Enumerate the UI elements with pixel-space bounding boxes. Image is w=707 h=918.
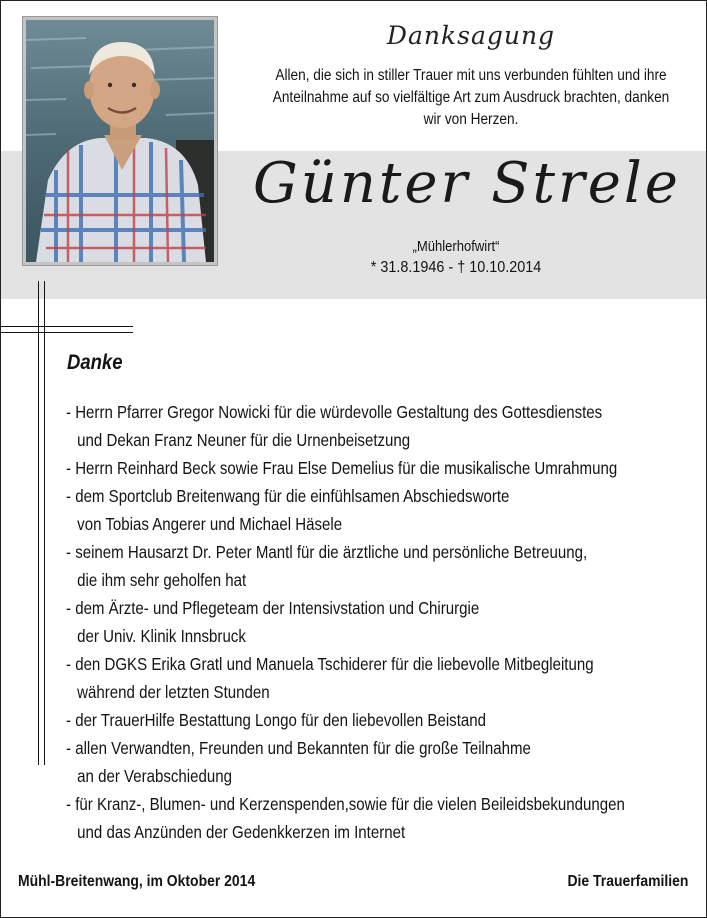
thanks-list [66, 398, 685, 846]
intro-text: Allen, die sich in stiller Trauer mit uns verbunden fühlten und ihre Anteilnahme auf so vielfältige Art zum Ausdruck brachten, danken wir von Herzen. [272, 67, 670, 128]
list-item-line: von Tobias Angerer und Michael Häsele [77, 514, 343, 534]
list-item-line: und Dekan Franz Neuner für die Urnenbeisetzung [77, 430, 411, 450]
list-item-line: - seinem Hausarzt Dr. Peter Mantl für die ärztliche und persönliche Betreuung, [66, 542, 588, 562]
list-item-line: - für Kranz-, Blumen- und Kerzenspenden,sowie für die vielen Beileidsbekundungen [66, 794, 625, 814]
list-item-line: - Herrn Pfarrer Gregor Nowicki für die würdevolle Gestaltung des Gottesdienstes [66, 402, 603, 422]
list-item-line: der Univ. Klinik Innsbruck [77, 626, 246, 646]
list-item-line: - dem Sportclub Breitenwang für die einfühlsamen Abschiedsworte [66, 486, 510, 506]
list-item [66, 482, 685, 538]
signature: Die Trauerfamilien [567, 873, 688, 890]
list-item [66, 398, 685, 454]
cross-horizontal-bar [1, 326, 133, 333]
list-item [66, 734, 685, 790]
list-item [66, 594, 685, 650]
list-item-line: die ihm sehr geholfen hat [77, 570, 247, 590]
deceased-name: Günter Strele [253, 151, 681, 216]
life-dates: * 31.8.1946 - † 10.10.2014 [370, 259, 542, 276]
list-item-line: - den DGKS Erika Gratl und Manuela Tschiderer für die liebevolle Mitbegleitung [66, 654, 594, 674]
place-date: Mühl-Breitenwang, im Oktober 2014 [18, 873, 256, 890]
list-item-line: - Herrn Reinhard Beck sowie Frau Else Demelius für die musikalische Umrahmung [66, 458, 618, 478]
list-item-line: - der TrauerHilfe Bestattung Longo für den liebevollen Beistand [66, 710, 486, 730]
list-item-line: - allen Verwandten, Freunden und Bekannten für die große Teilnahme [66, 738, 531, 758]
thanks-title: Danke [67, 351, 123, 374]
cross-vertical-bar [38, 281, 45, 765]
list-item-line: an der Verabschiedung [77, 766, 232, 786]
list-item [66, 706, 685, 734]
list-item-line: und das Anzünden der Gedenkkerzen im Internet [77, 822, 406, 842]
portrait-photo [22, 16, 218, 266]
list-item [66, 454, 685, 482]
list-item [66, 650, 685, 706]
nickname: „Mühlerhofwirt“ [412, 239, 500, 255]
list-item-line: - dem Ärzte- und Pflegeteam der Intensivstation und Chirurgie [66, 598, 480, 618]
list-item [66, 538, 685, 594]
list-item [66, 790, 685, 846]
list-item-line: während der letzten Stunden [77, 682, 270, 702]
heading-danksagung: Danksagung [386, 21, 556, 50]
